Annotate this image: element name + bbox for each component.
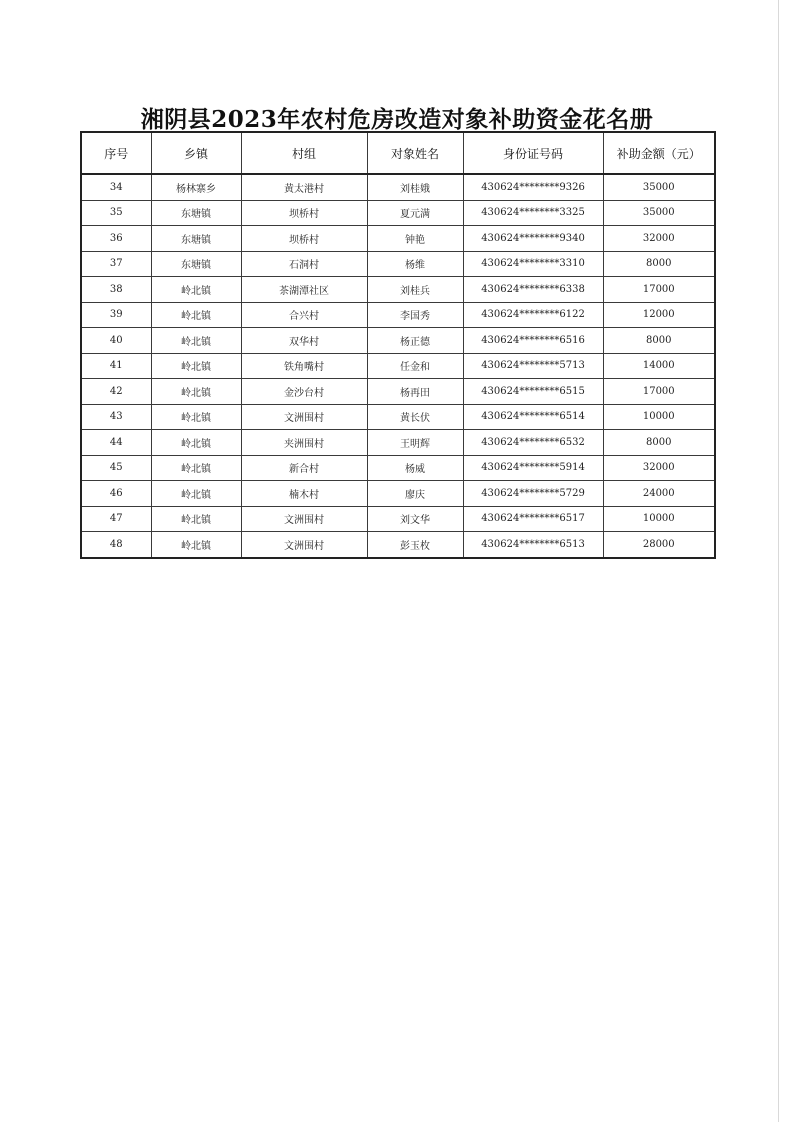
table-row xyxy=(81,174,715,200)
township-cell: 岭北镇 xyxy=(151,328,241,354)
village-cell: 楠木村 xyxy=(241,481,367,507)
amount-cell: 28000 xyxy=(603,532,715,558)
id-number-cell: 430624********9326 xyxy=(463,174,603,200)
id-number-cell: 430624********6517 xyxy=(463,506,603,532)
serial-cell: 38 xyxy=(81,277,151,303)
township-cell: 岭北镇 xyxy=(151,532,241,558)
township-cell: 岭北镇 xyxy=(151,302,241,328)
table-row xyxy=(81,302,715,328)
table-row xyxy=(81,430,715,456)
village-cell: 文洲围村 xyxy=(241,506,367,532)
township-cell: 岭北镇 xyxy=(151,353,241,379)
name-cell: 刘文华 xyxy=(367,506,463,532)
id-number-cell: 430624********6532 xyxy=(463,430,603,456)
amount-cell: 17000 xyxy=(603,277,715,303)
id-number-cell: 430624********6122 xyxy=(463,302,603,328)
id-number-cell: 430624********5914 xyxy=(463,455,603,481)
serial-cell: 45 xyxy=(81,455,151,481)
name-cell: 王明辉 xyxy=(367,430,463,456)
serial-cell: 36 xyxy=(81,226,151,252)
table-row xyxy=(81,226,715,252)
name-cell: 杨威 xyxy=(367,455,463,481)
village-cell: 黄太港村 xyxy=(241,174,367,200)
village-cell: 夹洲围村 xyxy=(241,430,367,456)
township-cell: 岭北镇 xyxy=(151,506,241,532)
township-cell: 岭北镇 xyxy=(151,430,241,456)
table-row xyxy=(81,277,715,303)
table-row xyxy=(81,506,715,532)
amount-cell: 35000 xyxy=(603,174,715,200)
name-cell: 任金和 xyxy=(367,353,463,379)
village-cell: 坝桥村 xyxy=(241,200,367,226)
amount-cell: 10000 xyxy=(603,404,715,430)
serial-cell: 34 xyxy=(81,174,151,200)
village-cell: 坝桥村 xyxy=(241,226,367,252)
table-row xyxy=(81,353,715,379)
village-cell: 双华村 xyxy=(241,328,367,354)
serial-cell: 37 xyxy=(81,251,151,277)
village-cell: 茶湖潭社区 xyxy=(241,277,367,303)
header-village: 村组 xyxy=(241,132,367,174)
township-cell: 杨林寨乡 xyxy=(151,174,241,200)
township-cell: 岭北镇 xyxy=(151,481,241,507)
township-cell: 东塘镇 xyxy=(151,251,241,277)
table-row xyxy=(81,251,715,277)
name-cell: 杨维 xyxy=(367,251,463,277)
id-number-cell: 430624********5713 xyxy=(463,353,603,379)
header-recipient-name: 对象姓名 xyxy=(367,132,463,174)
id-number-cell: 430624********9340 xyxy=(463,226,603,252)
amount-cell: 8000 xyxy=(603,430,715,456)
village-cell: 新合村 xyxy=(241,455,367,481)
name-cell: 杨正德 xyxy=(367,328,463,354)
township-cell: 东塘镇 xyxy=(151,226,241,252)
amount-cell: 10000 xyxy=(603,506,715,532)
name-cell: 刘桂兵 xyxy=(367,277,463,303)
name-cell: 杨再田 xyxy=(367,379,463,405)
header-serial: 序号 xyxy=(81,132,151,174)
village-cell: 文洲围村 xyxy=(241,532,367,558)
id-number-cell: 430624********6338 xyxy=(463,277,603,303)
table-row xyxy=(81,404,715,430)
serial-cell: 39 xyxy=(81,302,151,328)
township-cell: 岭北镇 xyxy=(151,277,241,303)
serial-cell: 44 xyxy=(81,430,151,456)
table-header-row xyxy=(81,132,715,174)
township-cell: 岭北镇 xyxy=(151,379,241,405)
name-cell: 刘桂娥 xyxy=(367,174,463,200)
township-cell: 东塘镇 xyxy=(151,200,241,226)
name-cell: 钟艳 xyxy=(367,226,463,252)
id-number-cell: 430624********6515 xyxy=(463,379,603,405)
table-row xyxy=(81,455,715,481)
amount-cell: 24000 xyxy=(603,481,715,507)
table-row xyxy=(81,328,715,354)
name-cell: 廖庆 xyxy=(367,481,463,507)
table-row xyxy=(81,200,715,226)
name-cell: 李国秀 xyxy=(367,302,463,328)
amount-cell: 12000 xyxy=(603,302,715,328)
serial-cell: 48 xyxy=(81,532,151,558)
amount-cell: 17000 xyxy=(603,379,715,405)
serial-cell: 47 xyxy=(81,506,151,532)
township-cell: 岭北镇 xyxy=(151,455,241,481)
amount-cell: 8000 xyxy=(603,328,715,354)
serial-cell: 41 xyxy=(81,353,151,379)
village-cell: 铁角嘴村 xyxy=(241,353,367,379)
amount-cell: 32000 xyxy=(603,455,715,481)
page-edge-line xyxy=(778,0,779,1122)
village-cell: 文洲围村 xyxy=(241,404,367,430)
header-id-number: 身份证号码 xyxy=(463,132,603,174)
name-cell: 夏元满 xyxy=(367,200,463,226)
id-number-cell: 430624********6514 xyxy=(463,404,603,430)
serial-cell: 35 xyxy=(81,200,151,226)
serial-cell: 42 xyxy=(81,379,151,405)
name-cell: 黄长伏 xyxy=(367,404,463,430)
serial-cell: 43 xyxy=(81,404,151,430)
id-number-cell: 430624********3310 xyxy=(463,251,603,277)
name-cell: 彭玉枚 xyxy=(367,532,463,558)
village-cell: 合兴村 xyxy=(241,302,367,328)
subsidy-roster-table xyxy=(80,131,716,559)
township-cell: 岭北镇 xyxy=(151,404,241,430)
header-township: 乡镇 xyxy=(151,132,241,174)
id-number-cell: 430624********6513 xyxy=(463,532,603,558)
serial-cell: 40 xyxy=(81,328,151,354)
id-number-cell: 430624********6516 xyxy=(463,328,603,354)
id-number-cell: 430624********3325 xyxy=(463,200,603,226)
amount-cell: 35000 xyxy=(603,200,715,226)
header-subsidy-amount: 补助金额（元） xyxy=(603,132,715,174)
table-row xyxy=(81,481,715,507)
document-title: 湘阴县2023年农村危房改造对象补助资金花名册 xyxy=(140,106,654,134)
village-cell: 金沙台村 xyxy=(241,379,367,405)
table-row xyxy=(81,532,715,558)
serial-cell: 46 xyxy=(81,481,151,507)
table-body xyxy=(81,174,715,558)
amount-cell: 14000 xyxy=(603,353,715,379)
amount-cell: 8000 xyxy=(603,251,715,277)
village-cell: 石洞村 xyxy=(241,251,367,277)
table-row xyxy=(81,379,715,405)
id-number-cell: 430624********5729 xyxy=(463,481,603,507)
amount-cell: 32000 xyxy=(603,226,715,252)
